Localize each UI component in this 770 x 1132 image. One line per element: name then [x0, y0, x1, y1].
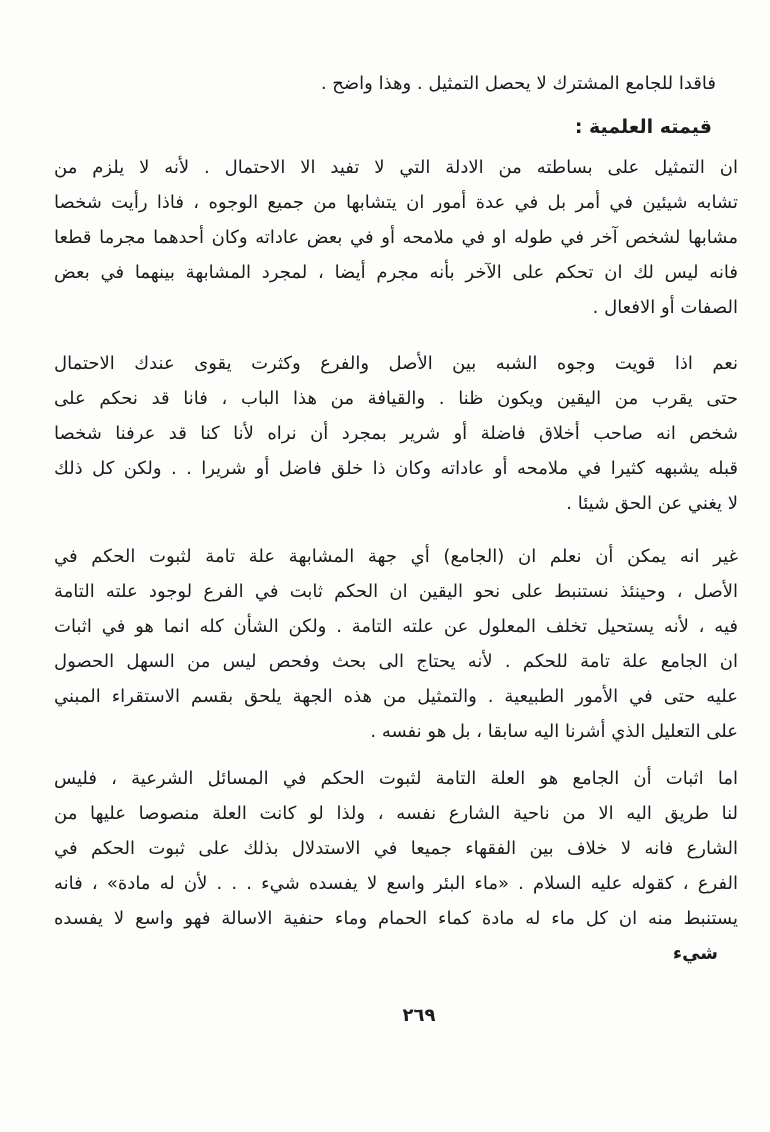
- text-line: اما اثبات أن الجامع هو العلة التامة لثبوت الحكم في المسائل الشرعية ، فليس: [54, 768, 738, 789]
- text-line: شخص انه صاحب أخلاق فاضلة أو شرير بمجرد أن نراه لأنا كنا قد عرفنا شخصا: [54, 423, 738, 444]
- text-line: يستنبط منه ان كل ماء له مادة كماء الحمام وماء حنفية الاسالة فهو واسع لا يفسده: [54, 908, 738, 929]
- text-line: الفرع ، كقوله عليه السلام . «ماء البئر واسع لا يفسده شيء . . . لأن له مادة» ، فانه: [54, 873, 738, 894]
- body-paragraph-2: [54, 346, 738, 521]
- text-line: الشارع فانه لا خلاف بين الفقهاء جميعا في الاستدلال بذلك على ثبوت الحكم في: [54, 838, 738, 859]
- text-line: لا يغني عن الحق شيئا .: [566, 493, 738, 514]
- text-line: الصفات أو الافعال .: [592, 297, 738, 318]
- body-paragraph-4: [54, 761, 738, 936]
- body-paragraph-1: [54, 150, 738, 325]
- text-line: ان التمثيل على بساطته من الادلة التي لا تفيد الا الاحتمال . لأنه لا يلزم من: [54, 157, 738, 178]
- continuation-line: فاقدا للجامع المشترك لا يحصل التمثيل . وهذا واضح .: [320, 73, 716, 94]
- text-line: حتى يقرب من اليقين ويكون ظنا . والقيافة من هذا الباب ، فانا قد نحكم على: [54, 388, 738, 409]
- text-line: الأصل ، وحينئذ نستنبط على نحو اليقين ان الحكم ثابت في الفرع لوجود علته التامة: [54, 581, 738, 602]
- text-line: تشابه شيئين في أمر بل في عدة أمور ان يتشابها من جميع الوجوه ، فاذا رأيت شخصا: [54, 192, 738, 213]
- text-line: نعم اذا قويت وجوه الشبه بين الأصل والفرع وكثرت يقوى عندك الاحتمال: [54, 353, 738, 374]
- text-line: لنا طريق اليه الا من ناحية الشارع نفسه ، ولذا لو كانت العلة منصوصا عليها من: [54, 803, 738, 824]
- text-line: على التعليل الذي أشرنا اليه سابقا ، بل هو نفسه .: [370, 721, 738, 742]
- text-line: غير انه يمكن أن نعلم ان (الجامع) أي جهة المشابهة علة تامة لثبوت الحكم في: [54, 546, 738, 567]
- text-line: فانه ليس لك ان تحكم على الآخر بأنه مجرم أيضا ، لمجرد المشابهة بينهما في بعض: [54, 262, 738, 283]
- page-number: ٢٦٩: [402, 1005, 436, 1026]
- text-line: فيه ، لأنه يستحيل تخلف المعلول عن علته التامة . ولكن الشأن كله انما هو في اثبات: [54, 616, 738, 637]
- text-line: مشابها لشخص آخر في طوله او في ملامحه أو في بعض عاداته وكان أحدهما مجرما قطعا: [54, 227, 738, 248]
- text-line: عليه حتى في الأمور الطبيعية . والتمثيل من هذه الجهة يلحق بقسم الاستقراء المبني: [54, 686, 738, 707]
- text-line: قبله يشبهه كثيرا في ملامحه أو عاداته وكان ذا خلق فاضل أو شريرا . . ولكن كل ذلك: [54, 458, 738, 479]
- text-block: [0, 66, 770, 1030]
- body-paragraph-3: [54, 539, 738, 749]
- section-heading: قيمته العلمية :: [574, 116, 712, 138]
- catchword: شيء: [672, 943, 718, 964]
- text-line: ان الجامع علة تامة للحكم . لأنه يحتاج الى بحث وفحص ليس من السهل الحصول: [54, 651, 738, 672]
